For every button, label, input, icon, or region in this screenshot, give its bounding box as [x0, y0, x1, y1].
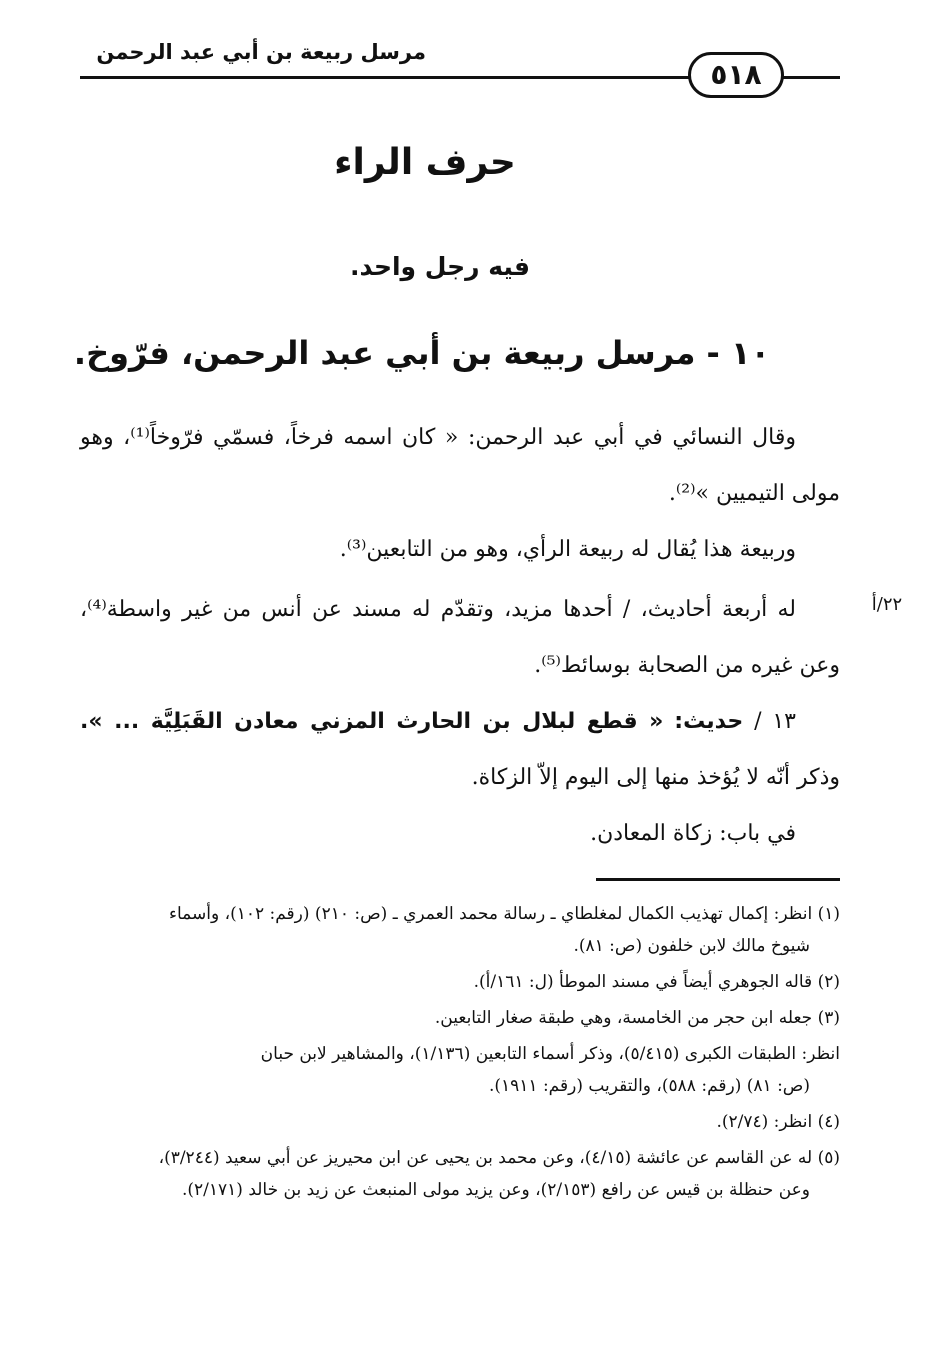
footnote-4	[80, 1106, 840, 1138]
footnote-line: (ص: ٨١) (رقم: ٥٨٨)، والتقريب (رقم: ١٩١١).	[488, 1076, 810, 1096]
paragraph-nasai-quote: وقال النسائي في أبي عبد الرحمن: « كان اسمه فرخاً، فسمّي فرّوخاً⁽¹⁾، وهو مولى التيميين »⁽²⁾.	[80, 425, 840, 506]
footnote-line: انظر: الطبقات الكبرى (٥/٤١٥)، وذكر أسماء التابعين (١/١٣٦)، والمشاهير لابن حبان	[260, 1044, 840, 1064]
paragraph-chapter-reference: في باب: زكاة المعادن.	[590, 821, 796, 846]
footnote-3-continued	[80, 1038, 840, 1102]
hadith-commentary: وذكر أنّه لا يُؤخذ منها إلى اليوم إلاّ الزكاة.	[471, 765, 840, 790]
footnote-line: شيوخ مالك لابن خلفون (ص: ٨١).	[573, 936, 810, 956]
footnote-line: (٥) له عن القاسم عن عائشة (٤/١٥)، وعن محمد بن يحيى عن ابن محيريز عن أبي سعيد (٣/٢٤٤)،	[158, 1148, 840, 1168]
page-number: ٥١٨	[688, 52, 784, 98]
header-rule	[783, 76, 840, 79]
footnote-3	[80, 1002, 840, 1034]
footnote-line: وعن حنظلة بن قيس عن رافع (٢/١٥٣)، وعن يزيد مولى المنبعث عن زيد بن خالد (٢/١٧١).	[181, 1180, 810, 1200]
footnote-2	[80, 966, 840, 998]
footnote-line: (٣) جعله ابن حجر من الخامسة، وهي طبقة صغار التابعين.	[434, 1008, 840, 1028]
hadith-number: ١٣ /	[754, 709, 796, 734]
footnote-separator	[596, 878, 840, 881]
hadith-label: حديث:	[674, 709, 744, 734]
header-rule	[80, 76, 690, 79]
hadith-text: « قطع لبلال بن الحارث المزني معادن القَبَلِيَّة ... ».	[80, 709, 664, 734]
sub-heading: فيه رجل واحد.	[350, 252, 530, 281]
paragraph-hadith-13	[80, 694, 840, 806]
footnote-1	[80, 898, 840, 962]
footnote-line: (١) انظر: إكمال تهذيب الكمال لمغلطاي ـ رسالة محمد العمري ـ (ص: ٢١٠) (رقم: ١٠٢)، وأسماء	[169, 904, 840, 924]
footnotes	[80, 898, 840, 1210]
footnote-line: (٤) انظر: (٢/٧٤).	[716, 1112, 840, 1132]
manuscript-folio-note: ٢٢/أ	[871, 594, 903, 615]
letter-heading: حرف الراء	[334, 142, 516, 183]
paragraph-rabia-al-rai: وربيعة هذا يُقال له ربيعة الرأي، وهو من التابعين⁽³⁾.	[339, 537, 796, 562]
footnote-line: (٢) قاله الجوهري أيضاً في مسند الموطأ (ل: ١٦١/أ).	[473, 972, 840, 992]
footnote-5	[80, 1142, 840, 1206]
entry-heading: ١٠ - مرسل ربيعة بن أبي عبد الرحمن، فرّوخ.	[73, 334, 770, 372]
paragraph-four-hadiths: له أربعة أحاديث، / أحدها مزيد، وتقدّم له مسند عن أنس من غير واسطة⁽⁴⁾، وعن غيره من الصحابة بوسائط⁽⁵⁾.	[80, 597, 840, 678]
running-title: مرسل ربيعة بن أبي عبد الرحمن	[96, 40, 426, 64]
